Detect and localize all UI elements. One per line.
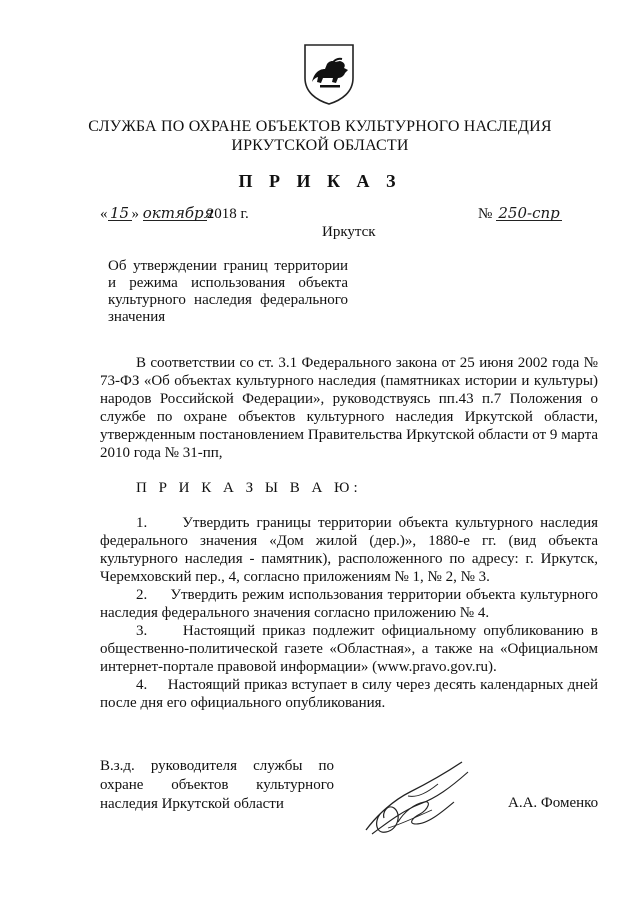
quote-open: «	[100, 206, 108, 222]
date-year: 2018 г.	[206, 206, 249, 222]
order-item: 2. Утвердить режим использования территории объекта культурного наследия федерального значения согласно приложению № 4.	[100, 587, 598, 621]
city: Иркутск	[322, 224, 376, 240]
order-item: 4. Настоящий приказ вступает в силу через десять календарных дней после дня его официального опубликования.	[100, 677, 598, 711]
handwritten-signature-icon	[358, 752, 482, 842]
date-month: октября	[142, 204, 214, 222]
date-day: 15	[108, 206, 132, 221]
order-date	[100, 206, 249, 223]
organization-name-line2: ИРКУТСКОЙ ОБЛАСТИ	[231, 137, 409, 154]
signer-name: А.А. Фоменко	[508, 795, 599, 811]
intro-paragraph: В соответствии со ст. 3.1 Федерального закона от 25 июня 2002 года № 73-ФЗ «Об объектах культурного наследия (памятниках истории и культуры) народов Российской Федерации», руководствуясь пп.43 п.7 Положения о службе по охране объектов культурного наследия Иркутской области, утвержденным постановлением Правительства Иркутской области от 9 марта 2010 года № 31-пп,	[100, 355, 598, 461]
signer-position-line1: В.з.д. руководителя службы по	[100, 758, 334, 774]
order-subject: Об утверждении границ территории и режима использования объекта культурного наследия федерального значения	[108, 258, 348, 325]
order-items	[100, 514, 598, 712]
organization-name-line1: СЛУЖБА ПО ОХРАНЕ ОБЪЕКТОВ КУЛЬТУРНОГО НАСЛЕДИЯ	[88, 118, 552, 135]
signer-position-line2: охране объектов культурного	[100, 777, 334, 793]
orders-heading: П Р И К А З Ы В А Ю:	[136, 480, 362, 496]
order-item: 1. Утвердить границы территории объекта культурного наследия федерального значения «Дом жилой (дер.)», 1880-е гг. (вид объекта культурного наследия - памятник), расположенного по адресу: г. Иркутск, Черемховский пер., 4, согласно приложениям № 1, № 2, № 3.	[100, 515, 598, 585]
order-item: 3. Настоящий приказ подлежит официальному опубликованию в общественно-политической газете «Областная», а также на «Официальном интернет-портале правовой информации» (www.pravo.gov.ru).	[100, 623, 598, 675]
document-title: П Р И К А З	[238, 171, 402, 191]
signer-position-line3: наследия Иркутской области	[100, 796, 284, 812]
number-prefix: №	[478, 206, 493, 222]
signer-position	[100, 757, 334, 814]
number-value: 250-спр	[496, 206, 562, 221]
coat-of-arms-icon	[302, 42, 356, 106]
order-number	[478, 206, 562, 223]
quote-close: »	[131, 206, 139, 222]
